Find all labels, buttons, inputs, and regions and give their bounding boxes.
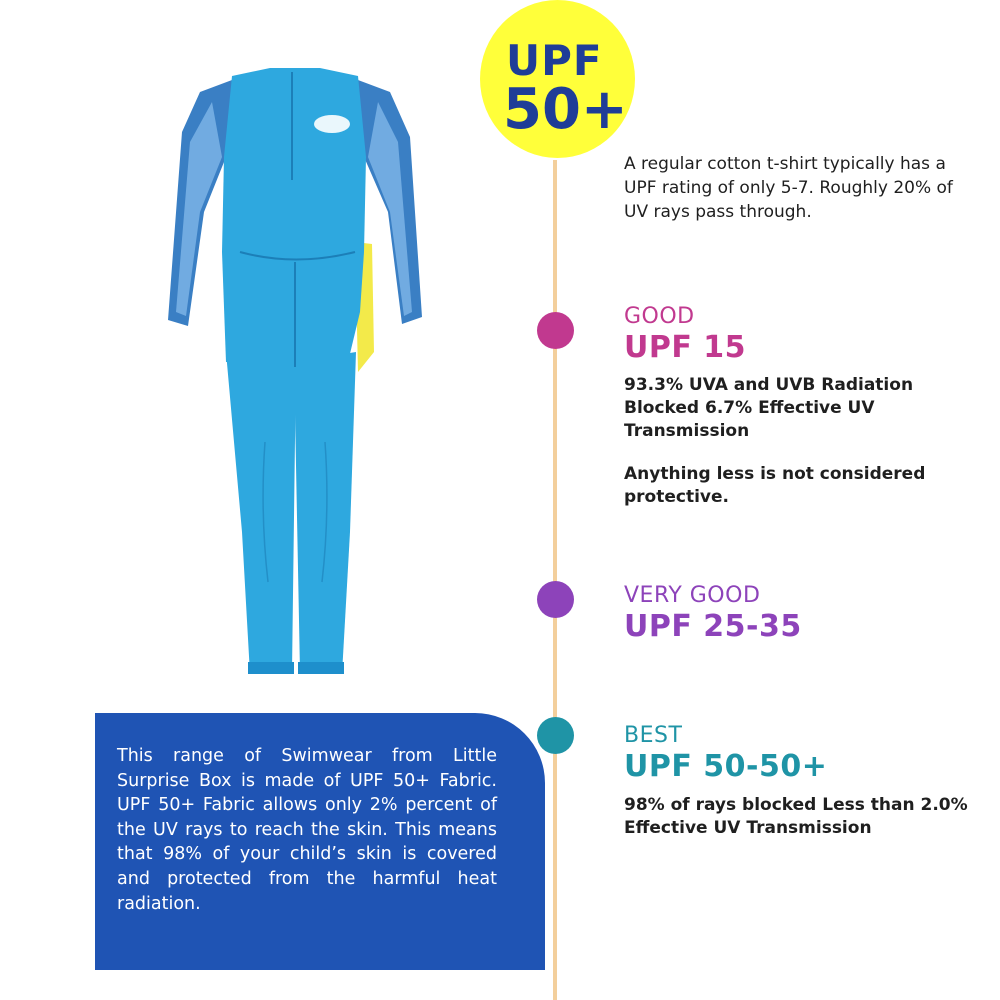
good-upf-label: UPF 15 (624, 330, 747, 365)
good-level-label: GOOD (624, 304, 695, 329)
best-level-label: BEST (624, 723, 683, 748)
badge-label-upf: UPF (506, 36, 603, 85)
best-upf-label: UPF 50-50+ (624, 749, 828, 784)
good-dot-icon (537, 312, 574, 349)
intro-text: A regular cotton t-shirt typically has a UPF rating of only 5-7. Roughly 20% of UV rays pass through. (624, 154, 953, 222)
very-good-upf-label: UPF 25-35 (624, 609, 802, 644)
best-description: 98% of rays blocked Less than 2.0% Effective UV Transmission (624, 795, 968, 838)
good-description: 93.3% UVA and UVB Radiation Blocked 6.7% Effective UV Transmission (624, 375, 914, 441)
very-good-level-label: VERY GOOD (624, 583, 761, 608)
timeline-line (553, 160, 557, 1000)
badge-label-rating: 50+ (503, 77, 628, 142)
info-box-text: This range of Swimwear from Little Surprise Box is made of UPF 50+ Fabric. UPF 50+ Fabric allows only 2% percent of the UV rays to reach the skin. This means that 98% of your child’s skin is covered and protected from the harmful heat radiation. (117, 746, 497, 914)
best-dot-icon (537, 717, 574, 754)
very-good-dot-icon (537, 581, 574, 618)
swimsuit-illustration-icon (160, 62, 440, 692)
good-note: Anything less is not considered protective. (624, 464, 926, 507)
